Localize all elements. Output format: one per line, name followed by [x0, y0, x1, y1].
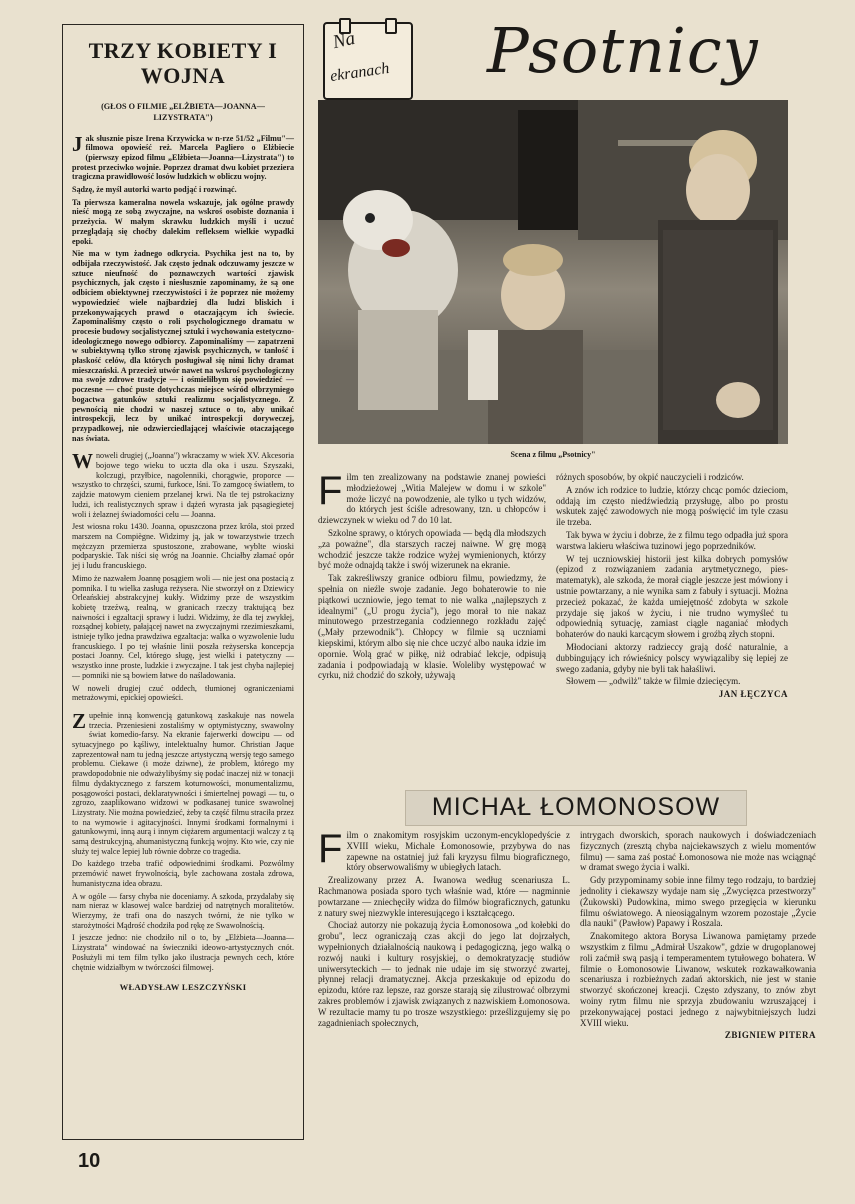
paragraph: Mimo że nazwałem Joannę posągiem woli — nie jest ona postacią z pomnika. I tu wielka zasługa reżysera. Nie stworzył on z Dziewicy Orleańskiej abstrakcyjnej kukły. Widzimy prze de wszystkim kobietę trzeźwą, realną, w granicach rzeczy traktującą bez naiwności i egzaltacji sprawy i ludzi. Widzimy, że dla tej zwykłej, rozsądnej kobiety, pałającej nawet na zwyczajnymi rzezimieszkami, istnieje tylko jedna prawdziwa egzaltacja: walka o wyzwolenie ludu francuskiego. I po tej właśnie linii poszła reżyserska koncepcja postaci Joanny. Cel, którego sługę, jest wielki i patetyczny — wszystko inne proste, ludzkie i zwyczajne. I tak jest chyba najlepiej — pomniki nie są bowiem łatwe do naśladowania. — [72, 573, 294, 680]
dropcap: Z — [72, 708, 87, 733]
paragraph: Film o znakomitym rosyjskim uczonym-encyklopedyście z XVIII wieku, Michale Łomonosowie, przybywa do nas zapewne na ostatniej już fali kryzysu filmu biograficznego, który obserwowaliśmy w ubiegłych latach. — [318, 827, 570, 873]
paragraph: intrygach dworskich, sporach naukowych i doświadczeniach fizycznych (zresztą chyba najciekawszych z wielu momentów filmu) — sama zaś postać Łomonosowa nie może nas wciągnąć w dramat swego życia i walki. — [580, 830, 816, 873]
paragraph: Jest wiosna roku 1430. Joanna, opuszczona przez króla, stoi przed marszem na Compiègne. Widzimy ją, jak w towarzystwie trzech mężczyzn przemierza spustoszone, zrabowane, wyblte wioski podparyskie. Tak niści się wróg na Joannie. Chciałby złamać opór jej i ludu francuskiego. — [72, 522, 294, 571]
lomonosow-banner — [405, 790, 747, 826]
paragraph: Znakomitego aktora Borysa Liwanowa pamiętamy przede wszystkim z filmu „Admirał Uszakow", gdzie w drugoplanowej roli zaćmił swą pasją i temperamentem tytułowego bohatera. W filmie o Łomonosowie Liwanow, wskutek rozkawałkowania scenariusza i rozbieżnych zadań aktorskich, nie jest w stanie stworzyć skończonej kreacji. Często zdyszany, to znów zbyt woiny rytm filmu nie sprzyja zbudowaniu wzruszającej i przekonywającej postaci jednego z najwybitniejszych ludzi XVIII wieku. — [580, 931, 816, 1028]
psotnicy-column-1 — [318, 469, 546, 683]
left-article-title: TRZY KOBIETY I WOJNA — [88, 38, 278, 88]
paragraph: W tej uczniowskiej historii jest kilka dobrych pomysłów (epizod z rozwiązaniem zadania arytmetycznego, pies-matematyk), ale szkoda, że morał ciągle jeszcze jest mówiony i ustnie powtarzany, a nie wynika sam z fabuły i sytuacji. Można przecież pokazać, że każda umiejętność zdobyta w szkole przydaje się jakoś w życiu, i nie trudno wymyśleć tu odpowiednią sytuację, zamiast ciągle naganiać młodych bohaterów do nauki karcącym słowem i groźbą złych stopni. — [556, 553, 788, 640]
paragraph: różnych sposobów, by okpić nauczycieli i rodziców. — [556, 472, 744, 482]
paragraph: Słowem — „odwilż" także w filmie dziecięcym. — [566, 676, 741, 687]
lomonosow-title: MICHAŁ ŁOMONOSOW — [431, 793, 721, 821]
dropcap: F — [318, 827, 343, 871]
logo-text-bottom: ekranach — [329, 59, 391, 86]
paragraph: Ta pierwsza kameralna nowela wskazuje, jak ogólne prawdy nieść mogą ze sobą zwyczajne, na wskroś osobiste doznania i przeżycia. W małym skrawku ludzkich myśli i uczuć przeglądają się choćby dalekim refleksem wielkie wypadki epoki. — [72, 197, 294, 246]
paragraph: Do każdego trzeba trafić odpowiednimi środkami. Pozwólmy przemówić nawet frywolnością, byle zachowana została zdrowa, humanistyczna idea obrazu. — [72, 859, 294, 888]
left-article-subtitle: (GŁOS O FILMIE „ELŻBIETA—JOANNA—LIZYSTRATA") — [101, 102, 265, 122]
logo-text-top: Na — [330, 27, 358, 54]
paragraph: Wnoweli drugiej („Joanna") wkraczamy w wiek XV. Akcesoria bojowe tego wieku to uczta dla oka i uszu. Szyszaki, kolczugi, przyłbice, nagolenniki, chorągwie, proporce — wszystko to chrzęści, szumi, furkoce, lśni. To zamgocę światłem, to zajdzie matowym cieniem przelanej krwi. Na tle tej pstrokacizny ludzi, ich realistycznych spraw i dążeń wyrasta jak pąsagiegietej woli i żelaznej świadomości celu — Joanna. — [72, 449, 294, 519]
lomonosow-column-1 — [318, 827, 570, 1030]
psotnicy-author: JAN ŁĘCZYCA — [718, 689, 788, 700]
na-ekranach-logo — [323, 22, 413, 100]
lomonosow-column-2 — [580, 830, 816, 1041]
page-number: 10 — [78, 1150, 101, 1172]
paragraph: Młodociani aktorzy radzieccy grają dość naturalnie, a dubbingujący ich rówieśnicy polscy wywiązaliby się lepiej ze swego zadania, gdyby nie byli tak hałaśliwi. — [556, 641, 788, 674]
left-article-signature: WŁADYSŁAW LESZCZYŃSKI — [119, 982, 247, 993]
logo-ear-right — [385, 18, 397, 34]
dropcap: J — [72, 131, 83, 156]
paragraph: A znów ich rodzice to ludzie, którzy chcąc pomóc dzieciom, oddają im często niedźwiedzią przysługę, albo po prostu wskutek zajęć zawodowych nie mogą poświęcić im tyle czasu ile trzeba. — [556, 484, 788, 528]
paragraph: Tak bywa w życiu i dobrze, że z filmu tego odpadła już spora warstwa lakieru właściwa tuzinowi jego poprzedników. — [556, 529, 788, 551]
headline: Psotnicy — [487, 14, 759, 87]
left-article — [62, 24, 304, 1140]
paragraph: I jeszcze jedno: nie chodziło nil o to, by „Elżbieta—Joanna—Lizystrata" windować na świeczniki ideowo-artystycznych cnót. Posłużyli mi tem film tylko jako ilustracja pewnych cech, które chętnie widziałbym w twórczości filmowej. — [72, 933, 294, 972]
psotnicy-column-2 — [556, 472, 788, 700]
paragraph: Chociaż autorzy nie pokazują życia Łomonosowa „od kołebki do grobu", lecz ograniczają czas akcji do jego lat dojrzałych, wypełnionych działalnością naukową i pedagogiczną, jego walką o rozwój nauki i kultury rosyjskiej, o demokratyzację studiów uniwersyteckich — to jednak nie udaje im się stworzyć zwartej, płynnej relacji dramatycznej. Akcja przeskakuje od epizodu do epizodu, które raz lepsze, raz gorsze starają się zilustrować olbrzymi zakres problemów i zjawisk związanych z nazwiskiem Łomonosowa. W rezultacie mamy tu po trosze wszystkiego: prześlizgujemy się po zagadnieniach społecznych, — [318, 920, 570, 1028]
paragraph: W noweli drugiej czuć oddech, tłumionej ograniczeniami metrażowymi, epickiej opowieści. — [72, 683, 294, 703]
dropcap: F — [318, 469, 343, 513]
paragraph: Zupełnie inną konwencją gatunkową zaskakuje nas nowela trzecia. Przeniesieni zostaliśmy w optymistyczny, swawolny świat komedio-farsy. Na ekranie fajerwerki dowcipu — od sytuacyjnego po kąśliwy, intelektualny humor. Christian Jaque zaprezentował nam tu jedną jeszcze artystyczną wersję tego samego problemu. Ciekawe (i może dziwne), że problem, którego my prawdopodobnie nie odważylibyśmy się podać inaczej niż w tonacji filmu dydaktycznego z farszem koturnowości, monumentalizmu, posągowości postaci, deklaratywności i śmiertelnej powagi — tu, o zgrozo, zaaplikowano widzowi w podkasanej tunice swawolnej Lizystraty. Nie można powiedzieć, żeby ta część filmu straciła przez to na wymowie i agitacyjności. Innymi środkami formalnymi i gatunkowymi, inną aurą i innym ciężarem argumentacji walczy z tą samą destrukcyjną, ahumanistyczną funkcją wojny. Kto wie, czy nie służy tej walce lepiej lub równie dobrze co tragedia. — [72, 708, 294, 856]
film-still-illustration — [318, 100, 788, 444]
paragraph: Film ten zrealizowany na podstawie znanej powieści młodzieżowej „Witia Malejew w domu i w szkole" może liczyć na powodzenie, ale tylko u tych widzów, do których jest ściśle adresowany, tzn. u chłopców i dziewczynek w wieku od 7 do 10 lat. — [318, 469, 546, 526]
film-still-photo — [318, 100, 788, 444]
paragraph: Szkolne sprawy, o których opowiada — będą dla młodszych „za poważne", dla starszych raczej naiwne. W grę mogą wchodzić jeszcze także rodzice wyżej wymienionych, którzy być może odnajdą także i swój wizerunek na ekranie. — [318, 527, 546, 571]
paragraph: Zrealizowany przez A. Iwanowa według scenariusza L. Rachmanowa posiada sporo tych właśnie wad, które — nagminnie powtarzane — zniechęciły widza do filmów biograficznych, gatunku z natury swej niezwykle interesującego i kształcącego. — [318, 875, 570, 918]
dropcap: W — [72, 449, 93, 474]
photo-caption: Scena z filmu „Psotnicy" — [510, 450, 596, 459]
paragraph: Sądzę, że myśl autorki warto podjąć i rozwinąć. — [72, 185, 237, 195]
lomonosow-author: ZBIGNIEW PITERA — [724, 1030, 816, 1041]
paragraph: Jak słusznie pisze Irena Krzywicka w n-rze 51/52 „Filmu"—filmowa opowieść reż. Marcela Pagliero o Elżbiecie (pierwszy epizod filmu „Elżbieta—Joanna—Lizystrata") to protest przeciwko wojnie. Poprzez dramat dwu kobiet przeziera tragiczna prawidłowość losów ludzkich w obliczu wojny. — [72, 131, 294, 182]
paragraph: A w ogóle — farsy chyba nie doceniamy. A szkoda, przydalaby się nam nieraz w klasowej walce bardziej od natrętnych moralitetów. Wierzymy, że trafi ona do naszych twórni, że nie tylko w starożytności Mądrość chodziła pod rękę ze Swawolnością. — [72, 891, 294, 930]
paragraph: Tak zakreśliwszy granice odbioru filmu, powiedzmy, że spełnia on nieźle swoje zadanie. Jego bohaterowie to nie piątkowi uczniowie, jego temat to nie walka „najlepszych z idealnymi" („U progu życia"), jego morał to nie nakaz minutowego przestrzegania codziennego rozkładu zajęć („Mały przewodnik"). Chłopcy w filmie są uczniami kiepskimi, którym albo się nie chce uczyć albo nauka idzie im opornie. Wolą grać w piłkę, niż odrabiać lekcje, odpisują zadania i podpowiadają w klasie. Woleliby występować w cyrku, niż chodzić do szkoły, używają — [318, 573, 546, 681]
paragraph: Gdy przypominamy sobie inne filmy tego rodzaju, to bardziej jednolity i ciekawszy wydaje nam się „Zwycięzca przestworzy" (Żukowski) Pudowkina, mimo swego przegięcia w kierunku filmu oświatowego. A nieosiągalnym wzorem pozostaje „Życie dla nauki" (Pawłow) Papawy i Roszala. — [580, 875, 816, 929]
paragraph: Nie ma w tym żadnego odkrycia. Psychika jest na to, by odbijała rzeczywistość. Jak często jednak odczuwamy jeszcze w sztuce nieufność do poznawczych wartości zjawisk psychicznych, jak często i niesłusznie zapominamy, że są one odbiciem obiektywnej rzeczywistości i że poprzez nie możemy wypowiedzieć wiele najbardziej dla ludzi bliskich i przekonywających prawd o otaczającym ich świecie. Zapominaliśmy często o roli psychologicznego dramatu w procesie budowy socjalistycznej sztuki i wychowania estetyczno-ideologicznego nowego odbiorcy. Zapominaliśmy — zapatrzeni w subiektywną tylko stronę zjawisk psychicznych, w tanłość i płaskość celów, dla których posługiwał się nimi lichy dramat mieszczański. A przecież utwór nawet na wskroś psychologiczny ma swoje zdrowe tradycje — i ośmieliłbym się powiedzieć — poczesne — choć puste dotychczas miejsce wśród olbrzymiego bogactwa gatunków sztuki realizmu socjalistycznego. Z pewnością nie chodzi w naszej sztuce o to, aby unikać introspekcji, lecz by unikać introspekcji doryweczej, przypadkowej, nie odzwierciedlającej właściwie otaczającego nas świata. — [72, 249, 294, 443]
